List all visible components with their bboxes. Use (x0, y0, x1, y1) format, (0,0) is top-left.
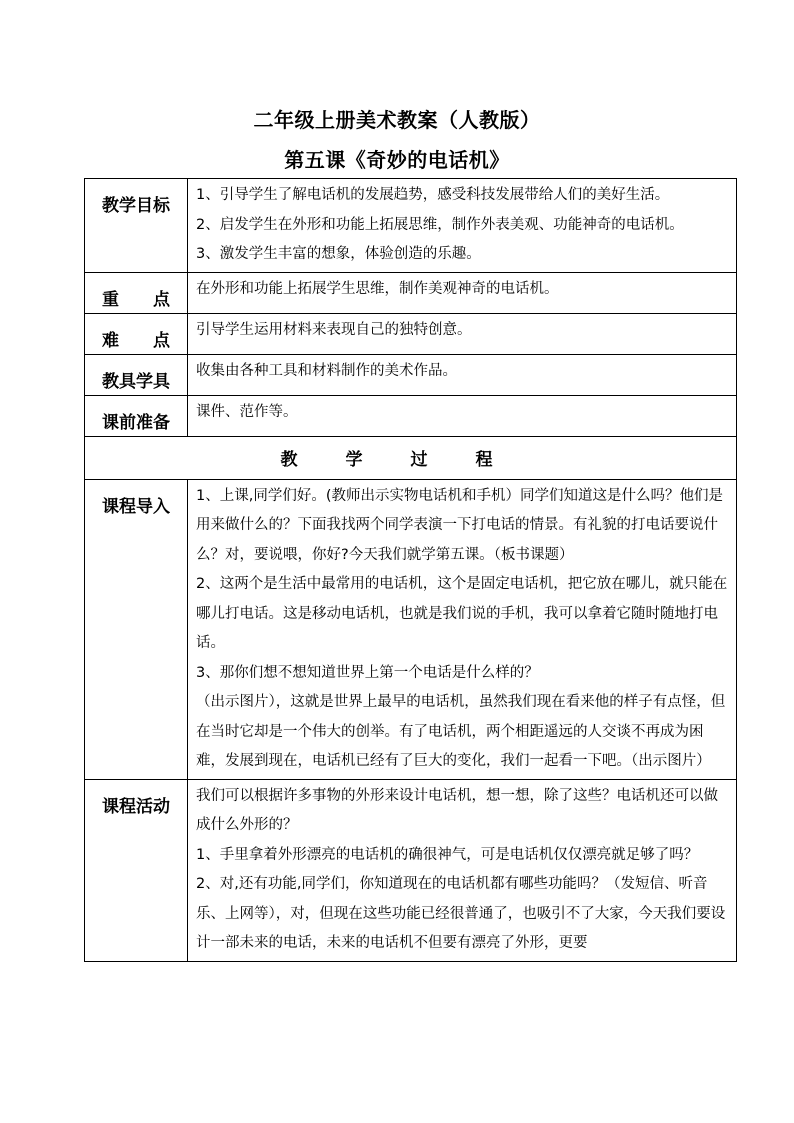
materials-label: 教具学具 (85, 354, 188, 395)
intro-paragraph-2: 2、这两个是生活中最常用的电话机，这个是固定电话机，把它放在哪儿，就只能在哪儿打电话。这是移动电话机，也就是我们说的手机，我可以拿着它随时随地打电话。 (196, 576, 728, 651)
preparation-row (85, 395, 737, 436)
lesson-title: 第五课《奇妙的电话机》 (284, 148, 510, 172)
goals-label: 教学目标 (85, 179, 188, 273)
goals-content (188, 179, 737, 273)
activity-paragraph-3: 2、对,还有功能,同学们，你知道现在的电话机都有哪些功能吗？（发短信、听音乐、上网等），对，但现在这些功能已经很普通了，也吸引不了大家，今天我们要设计一部未来的电话，未来的电话机不但要有漂亮了外形，更要 (196, 876, 726, 951)
process-header: 教学过程 (85, 436, 737, 479)
materials-content: 收集由各种工具和材料制作的美术作品。 (188, 354, 737, 395)
key-point-content: 在外形和功能上拓展学生思维，制作美观神奇的电话机。 (188, 272, 737, 313)
preparation-content: 课件、范作等。 (188, 395, 737, 436)
goal-item-2: 2、启发学生在外形和功能上拓展思维，制作外表美观、功能神奇的电话机。 (196, 216, 684, 233)
difficulty-label: 难 点 (85, 313, 188, 354)
activity-row (85, 779, 737, 961)
goal-item-1: 1、引导学生了解电话机的发展趋势，感受科技发展带给人们的美好生活。 (196, 187, 670, 203)
process-header-row (85, 436, 737, 479)
difficulty-row (85, 313, 737, 354)
document-title: 二年级上册美术教案（人教版） (253, 108, 541, 132)
key-point-row (85, 272, 737, 313)
intro-paragraph-3: 3、那你们想不想知道世界上第一个电话是什么样的？ (196, 664, 539, 681)
lesson-plan-table (84, 178, 737, 962)
intro-row (85, 479, 737, 779)
key-point-label: 重 点 (85, 272, 188, 313)
intro-paragraph-4: （出示图片），这就是世界上最早的电话机，虽然我们现在看来他的样子有点怪，但在当时它却是一个伟大的创举。有了电话机，两个相距遥远的人交谈不再成为困难，发展到现在，电话机已经有了巨大的变化，我们一起看一下吧。（出示图片） (196, 694, 726, 769)
preparation-label: 课前准备 (85, 395, 188, 436)
activity-content (188, 779, 737, 961)
goal-item-3: 3、激发学生丰富的想象，体验创造的乐趣。 (196, 246, 481, 262)
intro-paragraph-1: 1、上课,同学们好。(教师出示实物电话机和手机）同学们知道这是什么吗？他们是用来做什么的？下面我找两个同学表演一下打电话的情景。有礼貌的打电话要说什么？对，要说喂，你好?今天我们就学第五课。（板书课题） (196, 487, 723, 563)
activity-paragraph-1: 我们可以根据许多事物的外形来设计电话机，想一想，除了这些？电话机还可以做成什么外形的？ (196, 787, 718, 833)
intro-content (188, 479, 737, 779)
difficulty-content: 引导学生运用材料来表现自己的独特创意。 (188, 313, 737, 354)
intro-label: 课程导入 (85, 479, 188, 779)
goals-row (85, 179, 737, 273)
materials-row (85, 354, 737, 395)
activity-label: 课程活动 (85, 779, 188, 961)
activity-paragraph-2: 1、手里拿着外形漂亮的电话机的确很神气，可是电话机仅仅漂亮就足够了吗？ (196, 846, 699, 863)
